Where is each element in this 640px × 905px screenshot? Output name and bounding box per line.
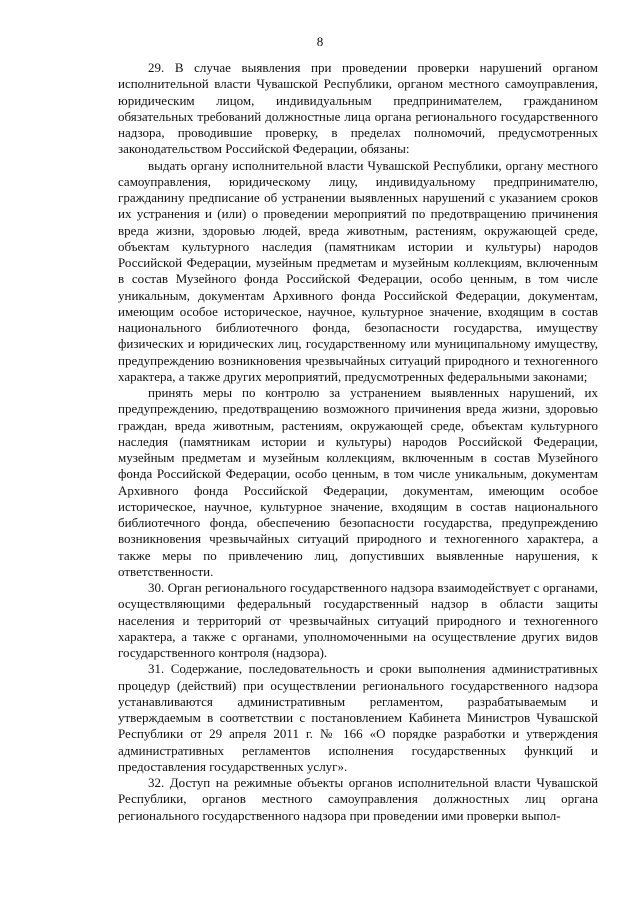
paragraph-29-item-1: выдать органу исполнительной власти Чувашской Республики, органу местного самоуправления, юридическому лицу, индивидуальному предпринимателю, гражданину предписание об устранении выявленных нарушений с указанием сроков их устранения и (или) о проведении мероприятий по предотвращению причинения вреда жизни, здоровью людей, вреда животным, растениям, окружающей среде, объектам культурного наследия (памятникам истории и культуры) народов Российской Федерации, музейным предметам и музейным коллекциям, включенным в состав Музейного фонда Российской Федерации, особо ценным, в том числе уникальным, документам Архивного фонда Российской Федерации, документам, имеющим особое историческое, научное, культурное значение, входящим в состав национального библиотечного фонда, безопасности государства, имуществу физических и юридических лиц, государственному или муниципальному имуществу, предупреждению возникновения чрезвычайных ситуаций природного и техногенного характера, а также других мероприятий, предусмотренных федеральными законами;	[118, 157, 598, 384]
paragraph-30: 30. Орган регионального государственного надзора взаимодействует с органами, осуществляющими федеральный государственный надзор в области защиты населения и территорий от чрезвычайных ситуаций природного и техногенного характера, а также с органами, уполномоченными на осуществление других видов государственного контроля (надзора).	[118, 580, 598, 660]
paragraph-31: 31. Содержание, последовательность и сроки выполнения административных процедур (действий) при осуществлении регионального государственного надзора устанавливаются административным регламентом, разрабатываемым и утверждаемым в соответствии с постановлением Кабинета Министров Чувашской Республики от 29 апреля 2011 г. № 166 «О порядке разработки и утверждения административных регламентов исполнения государственных функций и предоставления государственных услуг».	[118, 661, 598, 774]
paragraph-29-item-2: принять меры по контролю за устранением выявленных нарушений, их предупреждению, предотвращению возможного причинения вреда жизни, здоровью граждан, вреда животным, растениям, окружающей среде, объектам культурного наследия (памятникам истории и культуры) народов Российской Федерации, музейным предметам и музейным коллекциям, включенным в состав Музейного фонда Российской Федерации, особо ценным, в том числе уникальным, документам Архивного фонда Российской Федерации, документам, имеющим особое историческое, научное, культурное значение, входящим в состав национального библиотечного фонда, обеспечению безопасности государства, предупреждению возникновения чрезвычайных ситуаций природного и техногенного характера, а также меры по привлечению лиц, допустивших выявленные нарушения, к ответственности.	[118, 385, 598, 579]
page-number: 8	[316, 34, 324, 49]
paragraph-32: 32. Доступ на режимные объекты органов исполнительной власти Чувашской Республики, органов местного самоуправления должностных лиц органа регионального государственного надзора при проведении ими проверки выпол-	[118, 775, 598, 823]
document-body	[118, 60, 598, 824]
paragraph-29: 29. В случае выявления при проведении проверки нарушений органом исполнительной власти Чувашской Республики, органом местного самоуправления, юридическим лицом, индивидуальным предпринимателем, гражданином обязательных требований должностные лица органа регионального государственного надзора, проводившие проверку, в пределах полномочий, предусмотренных законодательством Российской Федерации, обязаны:	[118, 60, 598, 157]
